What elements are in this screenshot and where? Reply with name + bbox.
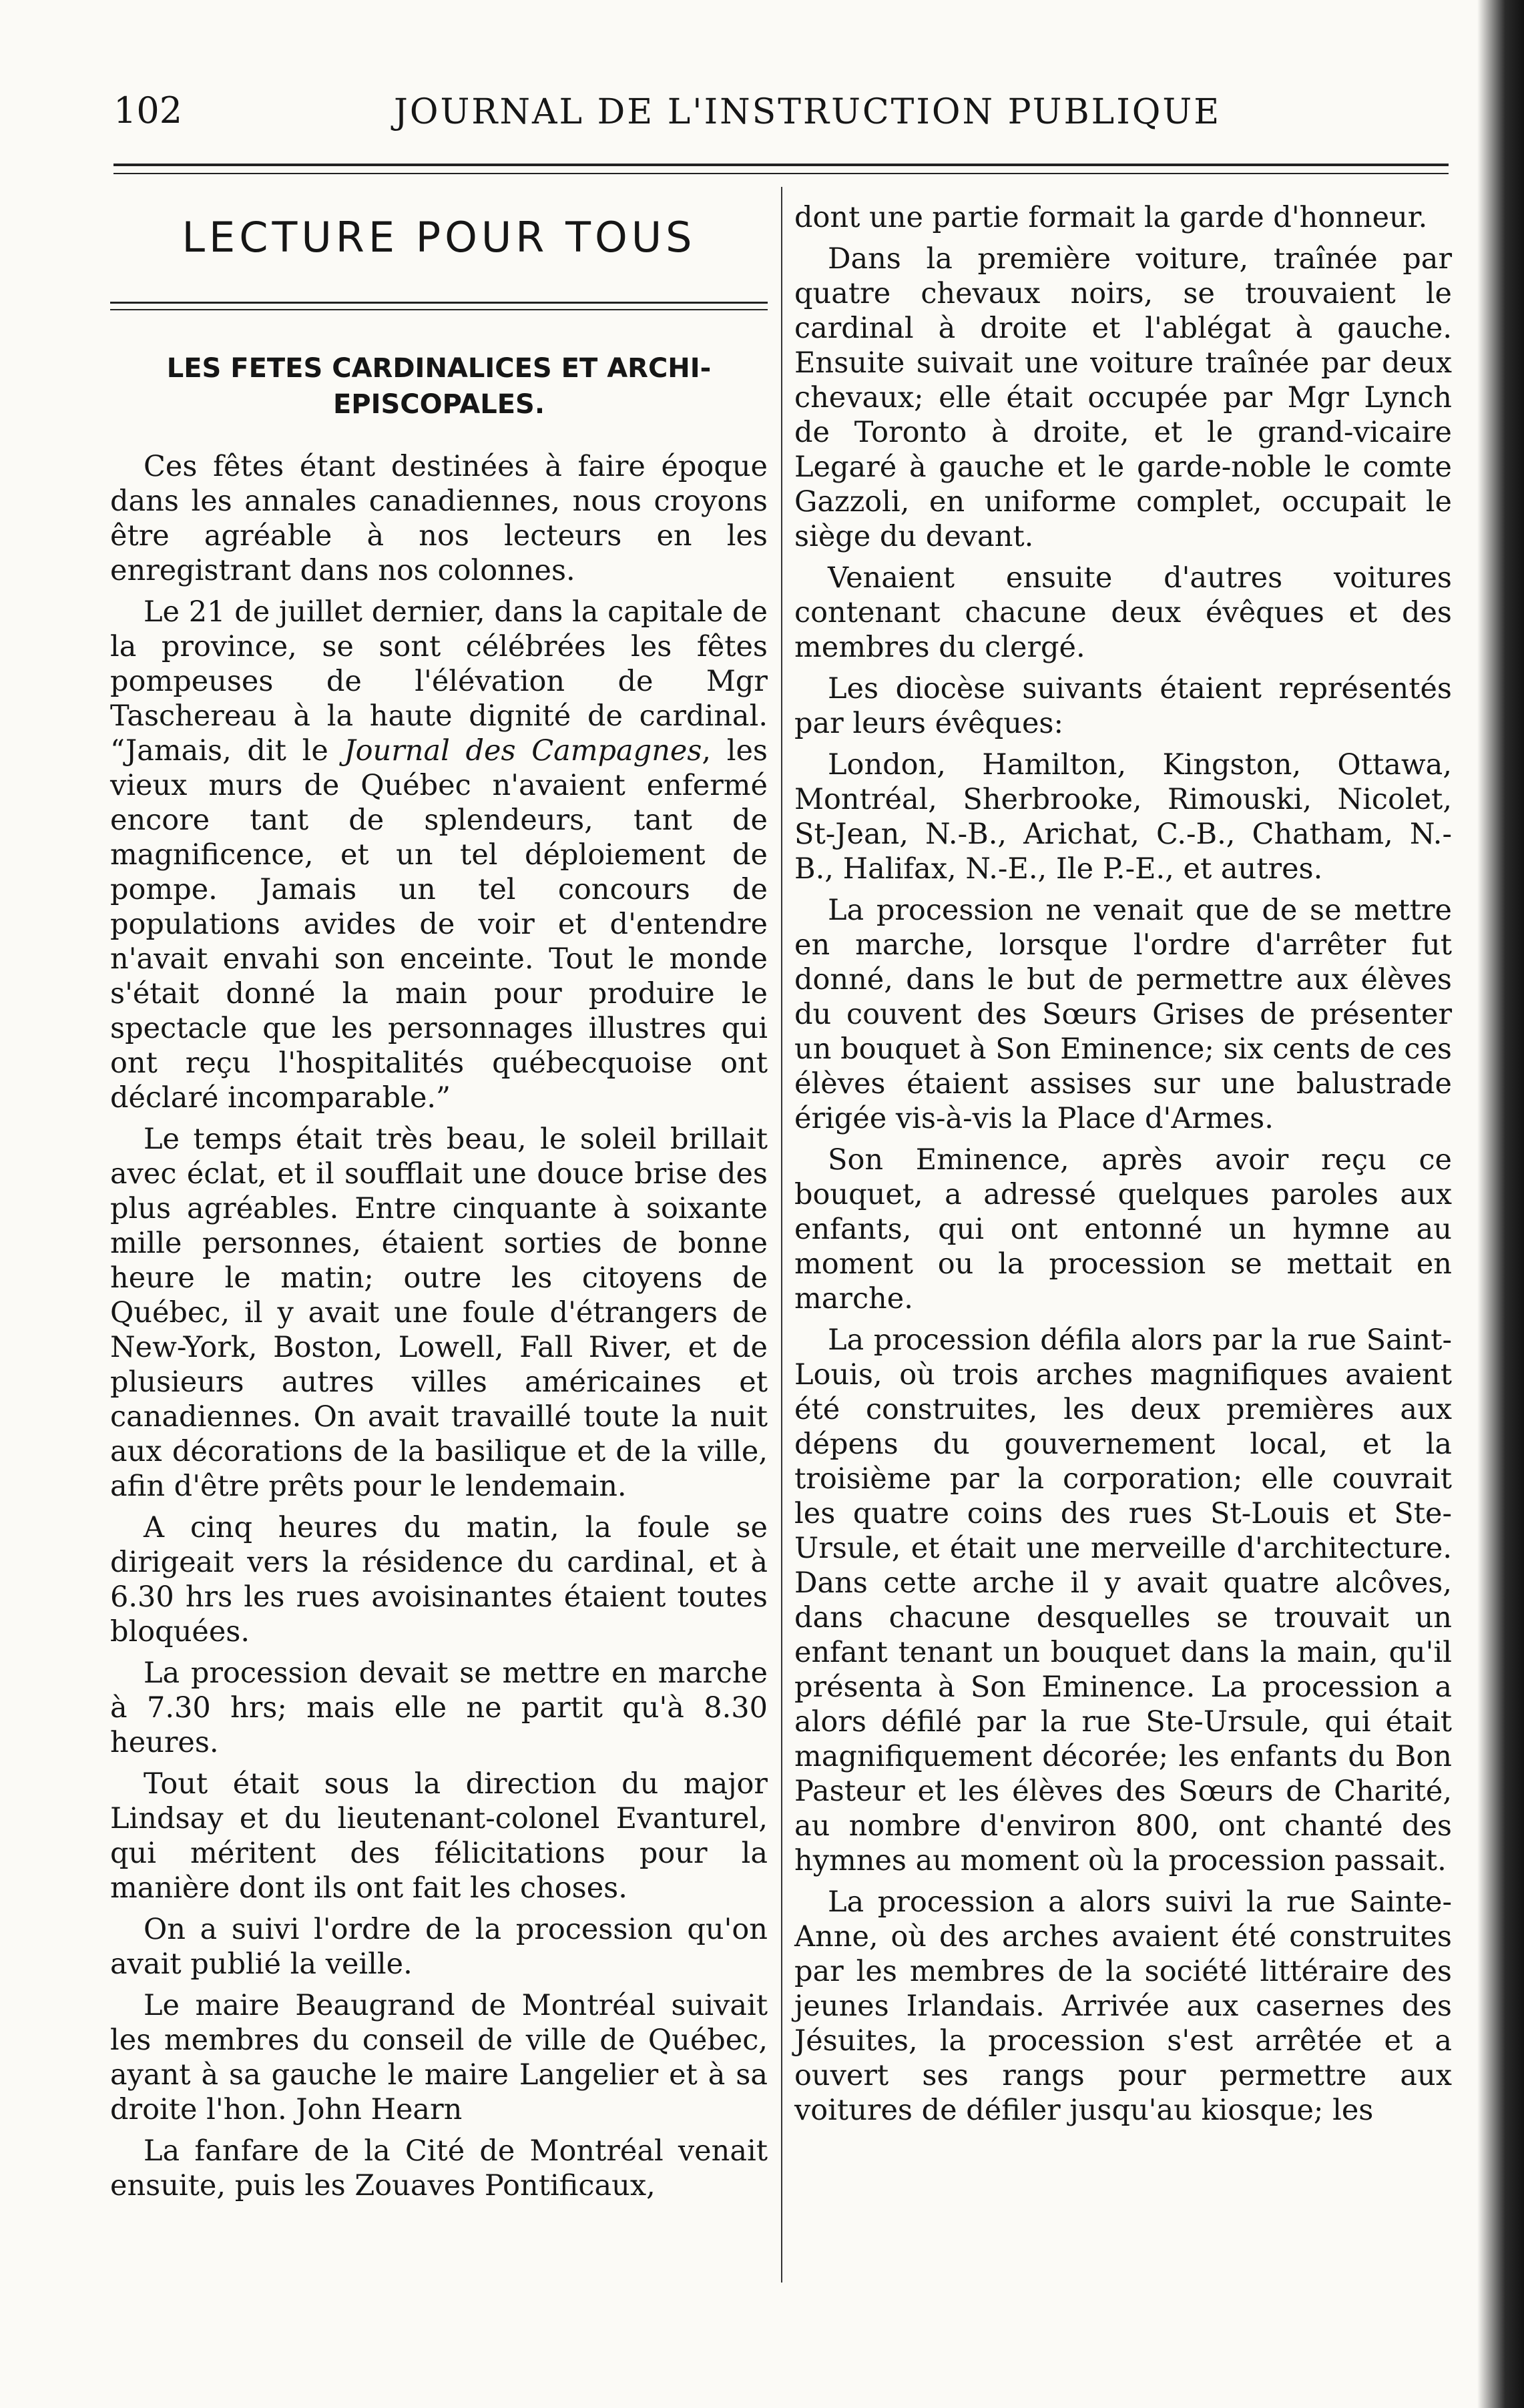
paragraph: Le temps était très beau, le soleil brillait avec éclat, et il soufflait une douce brise des plus agréables. Entre cinquante à soixante mille personnes, étaient sorties de bonne heure le matin; outre les citoyens de Québec, il y avait une foule d'étrangers de New-York, Boston, Lowell, Fall River, et de plusieurs autres villes américaines et canadiennes. On avait travaillé toute la nuit aux décorations de la basilique et de la ville, afin d'être prêts pour le lendemain.	[110, 1123, 768, 1503]
paragraph: La fanfare de la Cité de Montréal venait ensuite, puis les Zouaves Pontificaux,	[110, 2134, 768, 2202]
article-title-line: EPISCOPALES.	[332, 389, 545, 420]
paragraph-text: Le 21 de juillet dernier, dans la capitale de la province, se sont célébrées les fêtes pompeuses de l'élévation de Mgr Taschereau à la haute dignité de cardinal. “Jamais, dit le	[110, 595, 768, 768]
running-title: JOURNAL DE L'INSTRUCTION PUBLIQUE	[394, 92, 1222, 132]
section-rule	[110, 302, 768, 310]
paragraph: La procession défila alors par la rue Saint-Louis, où trois arches magnifiques avaient été construites, les deux premières aux dépens du gouvernement local, et la troisième par la corporation; elle couvrait les quatre coins des rues St-Louis et Ste-Ursule, et était une merveille d'architecture. Dans cette arche il y avait quatre alcôves, dans chacune desquelles se trouvait un enfant tenant un bouquet dans la main, qu'il présenta à Son Eminence. La procession a alors défilé par la rue Ste-Ursule, qui était magnifiquement décorée; les enfants du Bon Pasteur et les élèves des Sœurs de Charité, au nombre d'environ 800, ont chanté des hymnes au moment où la procession passait.	[794, 1323, 1452, 1877]
paragraph	[110, 595, 768, 1115]
paragraph: On a suivi l'ordre de la procession qu'on avait publié la veille.	[110, 1913, 768, 1981]
paragraph: Dans la première voiture, traînée par quatre chevaux noirs, se trouvaient le cardinal à droite et l'ablégat à gauche. Ensuite suivait une voiture traînée par deux chevaux; elle était occupée par Mgr Lynch de Toronto à droite, et le grand-vicaire Legaré à gauche et le garde-noble le comte Gazzoli, en uniforme complet, occupait le siège du devant.	[794, 242, 1452, 553]
paragraph: A cinq heures du matin, la foule se dirigeait vers la résidence du cardinal, et à 6.30 hrs les rues avoisinantes étaient toutes bloquées.	[110, 1511, 768, 1648]
article-title-line: LES FETES CARDINALICES ET ARCHI-	[166, 353, 712, 384]
article-title	[110, 350, 768, 422]
paragraph: La procession devait se mettre en marche à 7.30 hrs; mais elle ne partit qu'à 8.30 heures.	[110, 1657, 768, 1759]
paragraph: Venaient ensuite d'autres voitures contenant chacune deux évêques et des membres du clergé.	[794, 561, 1452, 664]
section-heading: LECTURE POUR TOUS	[182, 213, 696, 262]
left-column	[110, 200, 768, 2210]
page-edge-shadow	[1477, 0, 1524, 2408]
paragraph: La procession a alors suivi la rue Sainte-Anne, où des arches avaient été construites par les membres de la société littéraire des jeunes Irlandais. Arrivée aux casernes des Jésuites, la procession s'est arrêtée et a ouvert ses rangs pour permettre aux voitures de défiler jusqu'au kiosque; les	[794, 1885, 1452, 2127]
paragraph-text: , les vieux murs de Québec n'avaient enfermé encore tant de splendeurs, tant de magnificence, et un tel déploiement de pompe. Jamais un tel concours de populations avides de voir et d'entendre n'avait envahi son enceinte. Tout le monde s'était donné la main pour produire le spectacle que les personnages illustres qui ont reçu l'hospitalités québecquoise ont déclaré incomparable.”	[110, 734, 768, 1115]
journal-title: Journal des Campagnes	[344, 734, 702, 768]
paragraph: Le maire Beaugrand de Montréal suivait les membres du conseil de ville de Québec, ayant à sa gauche le maire Langelier et à sa droite l'hon. John Hearn	[110, 1989, 768, 2126]
diocese-list: London, Hamilton, Kingston, Ottawa, Montréal, Sherbrooke, Rimouski, Nicolet, St-Jean, N.-B., Arichat, C.-B., Chatham, N.-B., Halifax, N.-E., Ile P.-E., et autres.	[794, 748, 1452, 886]
column-divider	[781, 187, 782, 2283]
paragraph: Les diocèse suivants étaient représentés par leurs évêques:	[794, 672, 1452, 740]
paragraph: dont une partie formait la garde d'honneur.	[794, 201, 1428, 234]
paragraph: La procession ne venait que de se mettre en marche, lorsque l'ordre d'arrêter fut donné, dans le but de permettre aux élèves du couvent des Sœurs Grises de présenter un bouquet à Son Eminence; six cents de ces élèves étaient assises sur une balustrade érigée vis-à-vis la Place d'Armes.	[794, 894, 1452, 1135]
page-number: 102	[113, 89, 183, 131]
paragraph: Son Eminence, après avoir reçu ce bouquet, a adressé quelques paroles aux enfants, qui ont entonné un hymne au moment ou la procession se mettait en marche.	[794, 1143, 1452, 1315]
header-rule	[113, 164, 1449, 174]
paragraph: Ces fêtes étant destinées à faire époque dans les annales canadiennes, nous croyons être agréable à nos lecteurs en les enregistrant dans nos colonnes.	[110, 450, 768, 587]
paragraph: Tout était sous la direction du major Lindsay et du lieutenant-colonel Evanturel, qui méritent des félicitations pour la manière dont ils ont fait les choses.	[110, 1767, 768, 1905]
right-column	[794, 200, 1452, 2134]
